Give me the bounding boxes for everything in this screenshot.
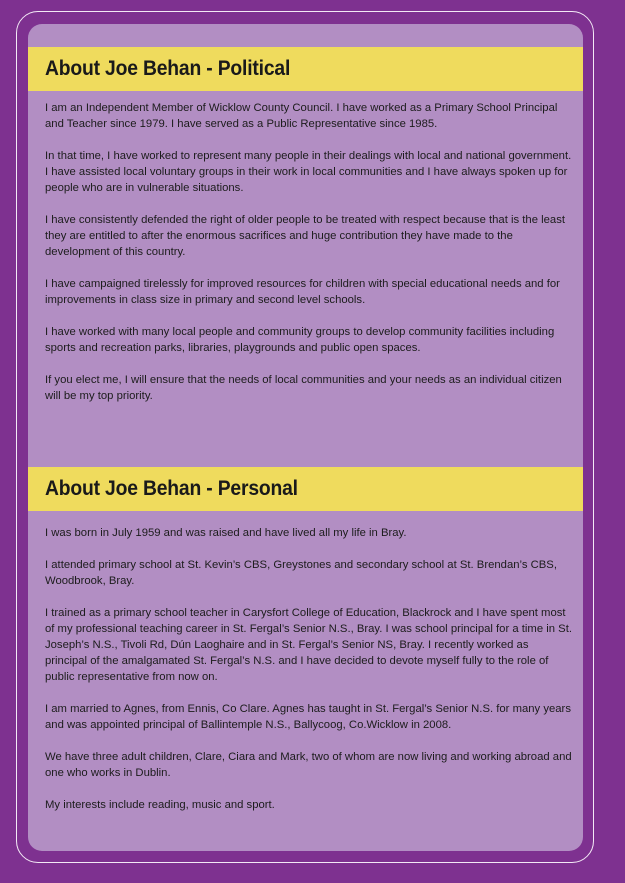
political-paragraph-6: If you elect me, I will ensure that the needs of local communities and your needs as an individual citizen will be my top priority. (45, 374, 562, 402)
personal-section-body (45, 525, 573, 829)
political-paragraph-1: I am an Independent Member of Wicklow County Council. I have worked as a Primary School Principal and Teacher since 1979. I have served as a Public Representative since 1985. (45, 102, 558, 130)
personal-paragraph-6: My interests include reading, music and sport. (45, 799, 275, 811)
personal-paragraph-5: We have three adult children, Clare, Ciara and Mark, two of whom are now living and working abroad and one who works in Dublin. (45, 751, 572, 779)
political-paragraph-3: I have consistently defended the right of older people to be treated with respect because that is the least they are entitled to after the enormous sacrifices and huge contribution they have made to the development of this country. (45, 214, 565, 258)
political-heading-bar (28, 47, 583, 91)
personal-heading-bar (28, 467, 583, 511)
political-section-body (45, 100, 573, 420)
personal-paragraph-3: I trained as a primary school teacher in Carysfort College of Education, Blackrock and I have spent most of my professional teaching career in St. Fergal’s Senior N.S., Bray. I was school principal for a time in St. Joseph’s N.S., Tivoli Rd, Dún Laoghaire and in St. Fergal’s Senior NS, Bray. I recently worked as principal of the amalgamated St. Fergal’s N.S. and I have decided to devote myself fully to the role of public representative from now on. (45, 607, 572, 683)
political-paragraph-2: In that time, I have worked to represent many people in their dealings with local and national government. I have assisted local voluntary groups in their work in local communities and I have always spoken up for people who are in vulnerable situations. (45, 150, 572, 194)
personal-paragraph-2: I attended primary school at St. Kevin’s CBS, Greystones and secondary school at St. Brendan’s CBS, Woodbrook, Bray. (45, 559, 557, 587)
political-paragraph-4: I have campaigned tirelessly for improved resources for children with special educational needs and for improvements in class size in primary and second level schools. (45, 278, 560, 306)
political-paragraph-5: I have worked with many local people and community groups to develop community facilities including sports and recreation parks, libraries, playgrounds and public open spaces. (45, 326, 555, 354)
personal-heading: About Joe Behan - Personal (45, 477, 298, 500)
personal-paragraph-1: I was born in July 1959 and was raised and have lived all my life in Bray. (45, 527, 407, 539)
personal-paragraph-4: I am married to Agnes, from Ennis, Co Clare. Agnes has taught in St. Fergal’s Senior N.S. for many years and was appointed principal of Ballintemple N.S., Ballycoog, Co.Wicklow in 2008. (45, 703, 571, 731)
political-heading: About Joe Behan - Political (45, 57, 291, 80)
